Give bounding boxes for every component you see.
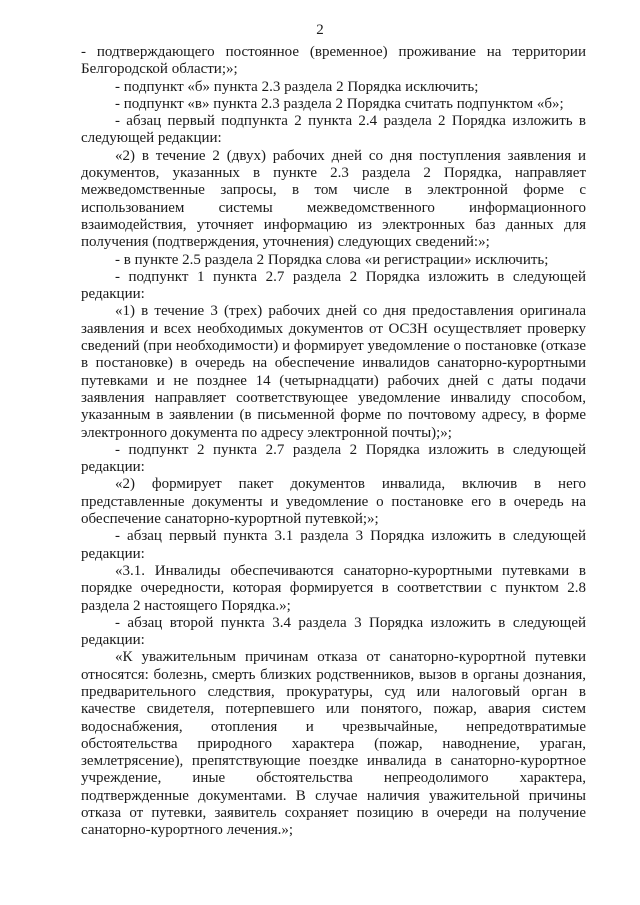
paragraph: - подтверждающего постоянное (временное) проживание на территории Белгородской области;»;: [81, 44, 586, 78]
paragraph: - абзац первый пункта 3.1 раздела 3 Порядка изложить в следующей редакции:: [81, 528, 586, 562]
paragraph: - подпункт 2 пункта 2.7 раздела 2 Порядка изложить в следующей редакции:: [81, 441, 586, 476]
quoted-paragraph: «2) в течение 2 (двух) рабочих дней со дня поступления заявления и документов, указанных в пункте 2.3 раздела 2 Порядка, направляет межведомственные запросы, в том числе в электронной форме с использованием системы межведомственного информационного взаимодействия, уточняет информацию из электронных баз данных для получения (подтверждения, уточнения) следующих сведений:»;: [81, 147, 586, 251]
quoted-paragraph: «1) в течение 3 (трех) рабочих дней со дня предоставления оригинала заявления и всех необходимых документов от ОСЗН осуществляет проверку сведений (при необходимости) и формирует уведомление о постановке (отказе в постановке) в очередь на обеспечение инвалидов санаторно-курортными путевками и не позднее 14 (четырнадцати) рабочих дней с даты подачи заявления направляет соответствующее уведомление инвалиду способом, указанным в заявлении (в письменной форме по почтовому адресу, в форме электронного документа по адресу электронной почты);»;: [81, 303, 586, 441]
quoted-paragraph: «2) формирует пакет документов инвалида, включив в него представленные документы и уведомление о постановке его в очередь на обеспечение санаторно-курортной путевкой;»;: [81, 476, 586, 528]
paragraph: - в пункте 2.5 раздела 2 Порядка слова «и регистрации» исключить;: [115, 251, 549, 268]
quoted-paragraph: «3.1. Инвалиды обеспечиваются санаторно-курортными путевками в порядке очередности, которая формируется в соответствии с пунктом 2.8 раздела 2 настоящего Порядка.»;: [81, 562, 586, 614]
paragraph: - абзац второй пункта 3.4 раздела 3 Порядка изложить в следующей редакции:: [81, 614, 586, 649]
paragraph: - абзац первый подпункта 2 пункта 2.4 раздела 2 Порядка изложить в следующей редакции:: [81, 113, 586, 147]
document-body: [81, 44, 586, 840]
page-number: 2: [316, 22, 324, 38]
paragraph: - подпункт 1 пункта 2.7 раздела 2 Порядка изложить в следующей редакции:: [81, 268, 586, 303]
quoted-paragraph: «К уважительным причинам отказа от санаторно-курортной путевки относятся: болезнь, смерть близких родственников, вызов в органы дознания, предварительного следствия, прокуратуры, суд или налоговый орган в качестве свидетеля, потерпевшего или понятого, пожар, авария систем водоснабжения, отопления и чрезвычайные, непредотвратимые обстоятельства природного характера (пожар, наводнение, ураган, землетрясение), препятствующие поездке инвалида в санаторно-курортное учреждение, иные обстоятельства непреодолимого характера, подтвержденные документами. В случае наличия уважительной причины отказа от путевки, заявитель сохраняет позицию в очереди на получение санаторно-курортного лечения.»;: [81, 649, 586, 839]
paragraph: - подпункт «б» пункта 2.3 раздела 2 Порядка исключить;: [115, 78, 479, 95]
paragraph: - подпункт «в» пункта 2.3 раздела 2 Порядка считать подпунктом «б»;: [115, 95, 564, 112]
